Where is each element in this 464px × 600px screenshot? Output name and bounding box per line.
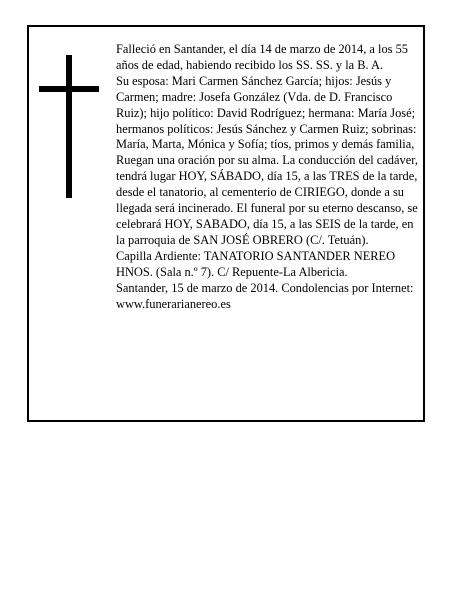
chapel-location: Capilla Ardiente: TANATORIO SANTANDER NEREO HNOS. (Sala n.º 7). C/ Repuente-La Albericia. xyxy=(116,248,396,279)
obituary-notice xyxy=(27,25,425,422)
date-and-condolences: Santander, 15 de marzo de 2014. Condolencias por Internet: www.funerarianereo.es xyxy=(116,280,414,311)
death-announcement: Falleció en Santander, el día 14 de marzo de 2014, a los 55 años de edad, habiendo recibido los SS. SS. y la B. A. xyxy=(116,42,408,72)
funeral-details: Ruegan una oración por su alma. La conducción del cadáver, tendrá lugar HOY, SÁBADO, día 15, a las TRES de la tarde, desde el tanatorio, al cementerio de CIRIEGO, donde a su llegada será incinerado. El funeral por su eterno descanso, se celebrará HOY, SABADO, día 15, a las SEIS de la tarde, en la parroquia de SAN JOSÉ OBRERO (C/. Tetuán). xyxy=(116,153,418,247)
notice-text xyxy=(116,42,420,312)
cross-horizontal-bar xyxy=(39,86,99,92)
family-list: Su esposa: Mari Carmen Sánchez García; hijos: Jesús y Carmen; madre: Josefa González (Vda. de D. Francisco Ruiz); hijo político: David Rodríguez; hermana: María José; hermanos políticos: Jesús Sánchez y Carmen Ruiz; sobrinas: María, Marta, Mónica y Sofía; tíos, primos y demás familia, xyxy=(116,73,417,152)
latin-cross-icon xyxy=(39,55,99,198)
cross-vertical-bar xyxy=(66,55,72,198)
